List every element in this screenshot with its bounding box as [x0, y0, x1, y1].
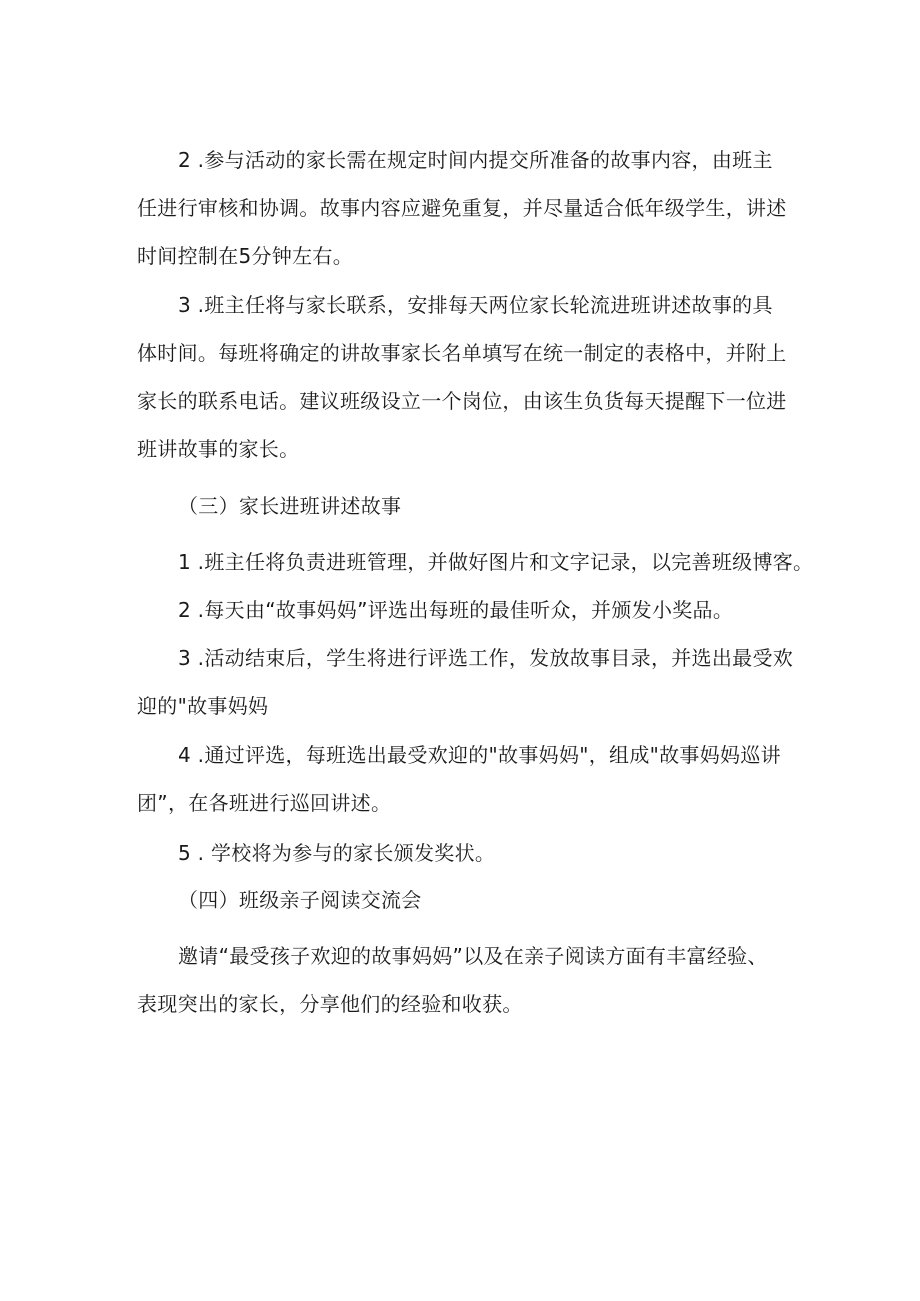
- item-3-line-2: 体时间。每班将确定的讲故事家长名单填写在统一制定的表格中，并附上: [137, 341, 787, 365]
- section-3-heading: （三）家长进班讲述故事: [178, 494, 402, 518]
- section-3-item-1: 1 .班主任将负责进班管理，并做好图片和文字记录，以完善班级博客。: [178, 550, 814, 574]
- section-3-item-4-line-2: 团”，在各班进行巡回讲述。: [137, 791, 392, 815]
- section-4-para-line-1: 邀请“最受孩子欢迎的故事妈妈”以及在亲子阅读方面有丰富经验、: [178, 944, 768, 968]
- item-3-line-3: 家长的联系电话。建议班级设立一个岗位，由该生负货每天提醒下一位进: [137, 389, 787, 413]
- section-3-item-2: 2 .每天由“故事妈妈”评选出每班的最佳听众，并颁发小奖品。: [178, 598, 734, 622]
- item-3-line-1: 3 .班主任将与家长联系，安排每天两位家长轮流进班讲述故事的具: [178, 293, 773, 317]
- section-3-item-5: 5 . 学校将为参与的家长颁发奖状。: [178, 841, 496, 865]
- section-3-item-3-line-2: 迎的"故事妈妈: [137, 694, 269, 718]
- item-2-line-2: 任进行审核和协调。故事内容应避免重复，并尽量适合低年级学生，讲述: [137, 196, 787, 220]
- section-4-para-line-2: 表现突出的家长，分享他们的经验和收获。: [137, 992, 523, 1016]
- item-2-line-1: 2 .参与活动的家长需在规定时间内提交所准备的故事内容，由班主: [178, 148, 773, 172]
- section-3-item-4-line-1: 4 .通过评选，每班选出最受欢迎的"故事妈妈"，组成"故事妈妈巡讲: [178, 743, 781, 767]
- section-3-item-3-line-1: 3 .活动结束后，学生将进行评选工作，发放故事目录，并选出最受欢: [178, 646, 794, 670]
- item-3-line-4: 班讲故事的家长。: [137, 437, 300, 461]
- section-4-heading: （四）班级亲子阅读交流会: [178, 888, 422, 912]
- item-2-line-3: 时间控制在5分钟左右。: [137, 244, 354, 268]
